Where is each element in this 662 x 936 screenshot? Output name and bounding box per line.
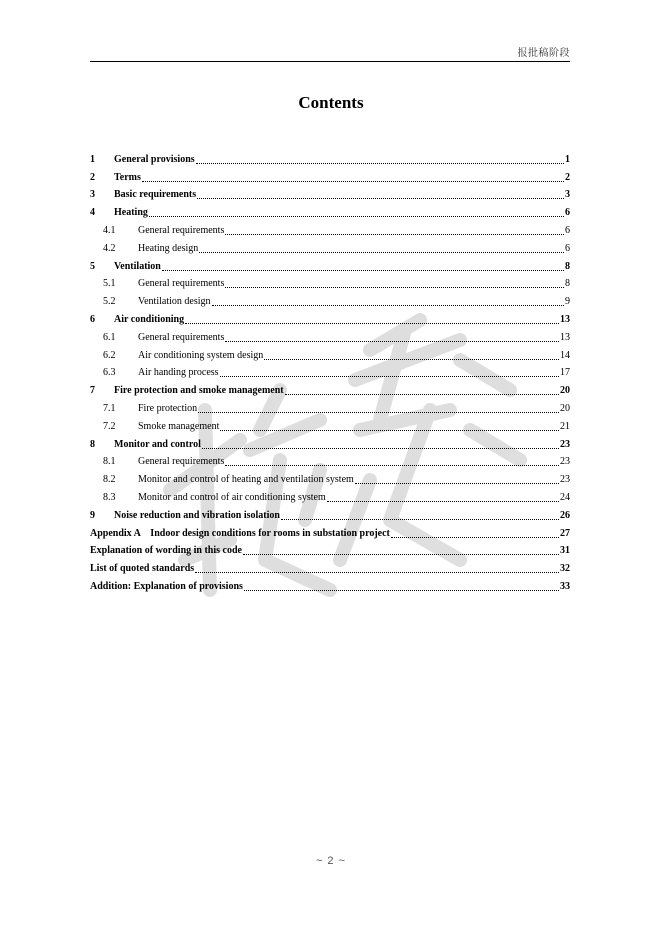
toc-leader-dots [149, 216, 564, 217]
toc-entry-number: 7 [90, 385, 95, 397]
page-title: Contents [298, 93, 364, 112]
toc-entry-number: 2 [90, 171, 95, 183]
toc-entry-title: List of quoted standards [90, 563, 195, 575]
toc-leader-dots [198, 412, 559, 413]
toc-entry-number: 5.1 [103, 278, 116, 290]
toc-entry-page: 20 [560, 385, 570, 397]
toc-entry-page: 6 [565, 207, 570, 219]
table-of-contents [90, 148, 570, 593]
toc-entry-number: 8.2 [103, 474, 116, 486]
toc-entry[interactable] [90, 148, 570, 166]
toc-entry-page: 8 [565, 260, 570, 272]
toc-leader-dots [195, 572, 559, 573]
toc-leader-dots [225, 465, 559, 466]
toc-entry-title: General requirements [138, 224, 225, 236]
toc-entry-number: 5.2 [103, 296, 116, 308]
toc-entry-number: 5 [90, 260, 95, 272]
toc-leader-dots [162, 270, 564, 271]
toc-entry-page: 6 [565, 224, 570, 236]
toc-entry[interactable] [90, 379, 570, 397]
toc-entry-page: 33 [560, 580, 570, 592]
toc-leader-dots [197, 198, 564, 199]
toc-entry-title: Appendix A Indoor design conditions for rooms in substation project [90, 527, 390, 539]
toc-entry-number: 8 [90, 438, 95, 450]
toc-entry-title: Air conditioning [114, 313, 185, 325]
toc-entry-title: Heating [114, 207, 148, 219]
toc-entry-title: Air handing process [138, 367, 219, 379]
toc-entry[interactable] [90, 273, 570, 291]
toc-entry-number: 9 [90, 509, 95, 521]
toc-entry-page: 23 [560, 456, 570, 468]
toc-entry[interactable] [90, 344, 570, 362]
toc-entry[interactable] [90, 290, 570, 308]
toc-leader-dots [244, 590, 559, 591]
toc-entry[interactable] [90, 237, 570, 255]
toc-entry-title: Ventilation [114, 260, 161, 272]
toc-entry-page: 3 [565, 189, 570, 201]
toc-leader-dots [391, 537, 559, 538]
toc-entry-number: 1 [90, 153, 95, 165]
toc-entry-title: Noise reduction and vibration isolation [114, 509, 280, 521]
toc-entry-title: Ventilation design [138, 296, 211, 308]
toc-entry-title: Monitor and control of heating and ventilation system [138, 474, 354, 486]
toc-entry-page: 23 [560, 438, 570, 450]
toc-entry-number: 6 [90, 313, 95, 325]
toc-entry-title: Smoke management [138, 420, 220, 432]
toc-entry-title: General requirements [138, 331, 225, 343]
toc-entry[interactable] [90, 166, 570, 184]
toc-entry[interactable] [90, 255, 570, 273]
toc-entry-page: 24 [560, 491, 570, 503]
toc-entry-title: Fire protection [138, 402, 198, 414]
toc-leader-dots [142, 181, 564, 182]
toc-entry[interactable] [90, 184, 570, 202]
toc-leader-dots [264, 359, 559, 360]
toc-entry-number: 8.3 [103, 491, 116, 503]
toc-entry-number: 7.2 [103, 420, 116, 432]
toc-entry-page: 13 [560, 331, 570, 343]
toc-entry-page: 23 [560, 474, 570, 486]
toc-leader-dots [225, 341, 559, 342]
toc-entry-title: Explanation of wording in this code [90, 545, 242, 557]
toc-entry[interactable] [90, 362, 570, 380]
toc-entry-page: 21 [560, 420, 570, 432]
toc-leader-dots [225, 234, 564, 235]
toc-entry-page: 26 [560, 509, 570, 521]
toc-entry-title: Fire protection and smoke management [114, 385, 284, 397]
toc-entry-page: 6 [565, 242, 570, 254]
toc-entry[interactable] [90, 468, 570, 486]
toc-leader-dots [202, 448, 559, 449]
toc-entry-number: 6.3 [103, 367, 116, 379]
toc-leader-dots [212, 305, 565, 306]
toc-entry-page: 13 [560, 313, 570, 325]
toc-leader-dots [285, 394, 559, 395]
toc-entry[interactable] [90, 397, 570, 415]
toc-entry[interactable] [90, 308, 570, 326]
toc-entry[interactable] [90, 326, 570, 344]
toc-entry-page: 9 [565, 296, 570, 308]
toc-entry-page: 32 [560, 563, 570, 575]
toc-entry[interactable] [90, 486, 570, 504]
toc-entry-number: 4.2 [103, 242, 116, 254]
toc-entry-title: Air conditioning system design [138, 349, 264, 361]
toc-entry[interactable] [90, 504, 570, 522]
toc-entry[interactable] [90, 557, 570, 575]
toc-leader-dots [199, 252, 564, 253]
toc-entry-number: 3 [90, 189, 95, 201]
toc-entry-number: 4.1 [103, 224, 116, 236]
toc-leader-dots [327, 501, 559, 502]
toc-entry[interactable] [90, 433, 570, 451]
toc-leader-dots [220, 376, 559, 377]
toc-leader-dots [220, 430, 559, 431]
toc-entry-page: 8 [565, 278, 570, 290]
toc-entry-page: 20 [560, 402, 570, 414]
toc-entry-number: 6.2 [103, 349, 116, 361]
toc-entry-number: 7.1 [103, 402, 116, 414]
toc-leader-dots [196, 163, 564, 164]
toc-entry[interactable] [90, 522, 570, 540]
toc-entry-page: 31 [560, 545, 570, 557]
page-number: ~ 2 ~ [315, 855, 347, 867]
toc-entry-number: 4 [90, 207, 95, 219]
toc-leader-dots [355, 483, 559, 484]
toc-entry-title: General provisions [114, 153, 195, 165]
toc-entry[interactable] [90, 451, 570, 469]
toc-entry-page: 27 [560, 527, 570, 539]
toc-entry-number: 6.1 [103, 331, 116, 343]
toc-entry-title: Basic requirements [114, 189, 197, 201]
header-rule [90, 61, 570, 62]
toc-entry-page: 1 [565, 153, 570, 165]
toc-entry[interactable] [90, 540, 570, 558]
toc-entry-page: 17 [560, 367, 570, 379]
toc-leader-dots [185, 323, 559, 324]
toc-entry-page: 2 [565, 171, 570, 183]
toc-entry-title: Monitor and control of air conditioning system [138, 491, 326, 503]
toc-entry-title: Addition: Explanation of provisions [90, 580, 243, 592]
toc-leader-dots [225, 287, 564, 288]
toc-entry-title: Terms [114, 171, 141, 183]
toc-entry[interactable] [90, 201, 570, 219]
toc-entry-title: Monitor and control [114, 438, 201, 450]
toc-leader-dots [243, 554, 559, 555]
toc-entry-title: General requirements [138, 278, 225, 290]
toc-entry-number: 8.1 [103, 456, 116, 468]
toc-entry-title: Heating design [138, 242, 199, 254]
toc-entry[interactable] [90, 219, 570, 237]
toc-entry-title: General requirements [138, 456, 225, 468]
toc-entry[interactable] [90, 415, 570, 433]
toc-leader-dots [281, 519, 559, 520]
page-header-label: 报批稿阶段 [517, 48, 570, 59]
toc-entry[interactable] [90, 575, 570, 593]
toc-entry-page: 14 [560, 349, 570, 361]
